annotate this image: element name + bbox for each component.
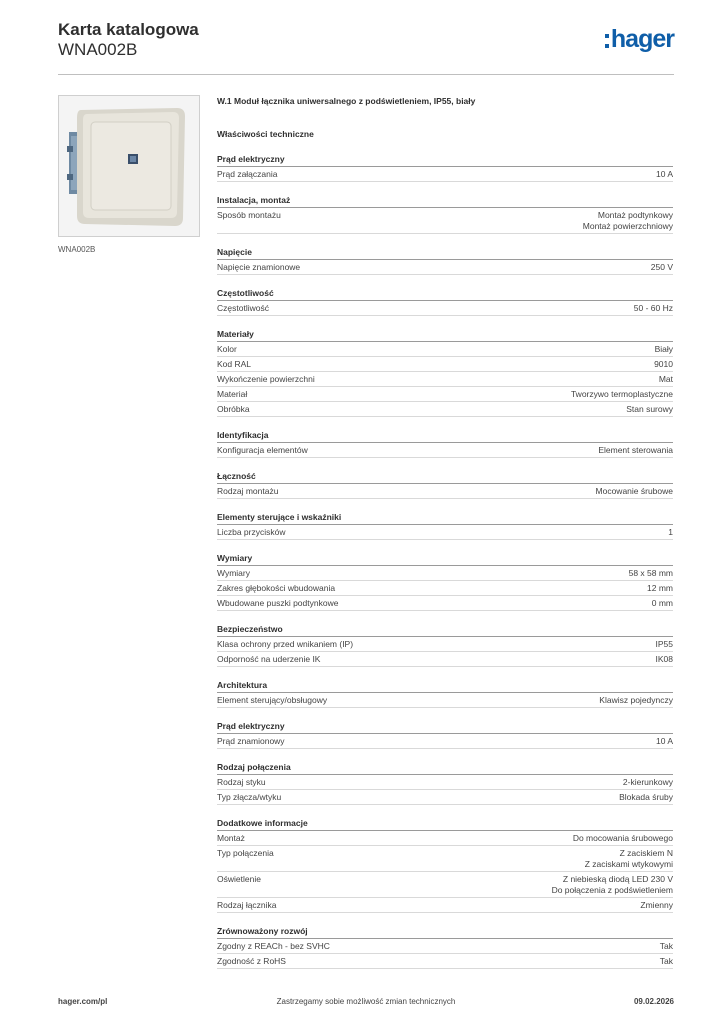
spec-value-line: Tak (659, 956, 673, 966)
spec-label: Odporność na uderzenie IK (217, 654, 321, 664)
spec-value-line: Mat (658, 374, 673, 384)
section-title: Instalacja, montaż (217, 195, 673, 208)
spec-row (217, 372, 673, 387)
spec-value-line: Do połączenia z podświetleniem (551, 885, 673, 895)
spec-value (656, 169, 673, 180)
spec-row (217, 872, 673, 898)
section-title: Dodatkowe informacje (217, 818, 673, 831)
spec-value-line: Montaż podtynkowy (597, 210, 673, 220)
spec-row (217, 402, 673, 417)
spec-section (217, 624, 673, 667)
image-caption: WNA002B (58, 245, 96, 254)
spec-value (660, 956, 673, 967)
spec-value (596, 486, 673, 497)
spec-row (217, 790, 673, 805)
spec-value-line: 50 - 60 Hz (633, 303, 673, 313)
spec-value-line: 58 x 58 mm (628, 568, 673, 578)
section-title: Prąd elektryczny (217, 721, 673, 734)
spec-value (573, 833, 673, 844)
spec-label: Prąd załączania (217, 169, 278, 179)
spec-section (217, 195, 673, 234)
spec-row (217, 596, 673, 611)
spec-value (660, 941, 673, 952)
hager-logo (605, 26, 674, 52)
spec-value-line: Tworzywo termoplastyczne (570, 389, 673, 399)
spec-section (217, 818, 673, 913)
spec-row (217, 939, 673, 954)
spec-label: Typ złącza/wtyku (217, 792, 282, 802)
section-title: Materiały (217, 329, 673, 342)
spec-value (619, 792, 673, 803)
spec-row (217, 775, 673, 790)
section-title: Zrównoważony rozwój (217, 926, 673, 939)
spec-value (659, 374, 673, 385)
spec-label: Oświetlenie (217, 874, 261, 884)
spec-row (217, 581, 673, 596)
spec-value (585, 848, 673, 870)
spec-row (217, 652, 673, 667)
spec-row (217, 260, 673, 275)
section-title: Elementy sterujące i wskaźniki (217, 512, 673, 525)
spec-label: Wymiary (217, 568, 250, 578)
section-title: Łączność (217, 471, 673, 484)
spec-label: Kolor (217, 344, 237, 354)
spec-label: Konfiguracja elementów (217, 445, 308, 455)
spec-value-line: Z niebieską diodą LED 230 V (562, 874, 673, 884)
spec-label: Zgodność z RoHS (217, 956, 286, 966)
spec-label: Zgodny z REACh - bez SVHC (217, 941, 330, 951)
spec-section (217, 926, 673, 969)
spec-value-line: Do mocowania śrubowego (572, 833, 673, 843)
spec-value-line: Biały (654, 344, 673, 354)
spec-value (626, 404, 673, 415)
spec-value-line: Z zaciskami wtykowymi (584, 859, 673, 869)
spec-value-line: Element sterowania (598, 445, 673, 455)
spec-section (217, 154, 673, 182)
spec-row (217, 357, 673, 372)
spec-sections (217, 154, 673, 969)
logo-dots-icon (605, 34, 609, 48)
spec-value (640, 900, 673, 911)
product-title: W.1 Moduł łącznika uniwersalnego z podświetleniem, IP55, biały (217, 96, 476, 106)
section-title: Identyfikacja (217, 430, 673, 443)
spec-value-line: Zmienny (640, 900, 673, 910)
product-code: WNA002B (58, 40, 138, 59)
spec-section (217, 430, 673, 458)
spec-row (217, 167, 673, 182)
spec-row (217, 484, 673, 499)
spec-value (652, 598, 673, 609)
spec-label: Rodzaj styku (217, 777, 266, 787)
spec-row (217, 387, 673, 402)
spec-label: Kod RAL (217, 359, 252, 369)
section-title: Napięcie (217, 247, 673, 260)
spec-value-line: Blokada śruby (619, 792, 673, 802)
spec-section (217, 680, 673, 708)
spec-value (623, 777, 673, 788)
section-title: Rodzaj połączenia (217, 762, 673, 775)
section-title: Częstotliwość (217, 288, 673, 301)
footer-date: 09.02.2026 (633, 997, 674, 1006)
spec-label: Rodzaj łącznika (217, 900, 277, 910)
spec-row (217, 566, 673, 581)
spec-value-line: 1 (668, 527, 673, 537)
spec-value (656, 736, 673, 747)
spec-value-line: 10 A (655, 736, 673, 746)
spec-value-line: Mocowanie śrubowe (595, 486, 673, 496)
spec-label: Zakres głębokości wbudowania (217, 583, 336, 593)
spec-label: Materiał (217, 389, 248, 399)
spec-label: Prąd znamionowy (217, 736, 285, 746)
spec-row (217, 301, 673, 316)
spec-value-line: Stan surowy (626, 404, 673, 414)
spec-label: Element sterujący/obsługowy (217, 695, 328, 705)
spec-value (634, 303, 673, 314)
spec-value-line: Z zaciskiem N (619, 848, 673, 858)
spec-section (217, 721, 673, 749)
spec-row (217, 846, 673, 872)
spec-value-line: IP55 (655, 639, 673, 649)
spec-section (217, 762, 673, 805)
spec-value (656, 639, 674, 650)
spec-label: Liczba przycisków (217, 527, 286, 537)
switch-module-icon (59, 96, 199, 236)
properties-heading: Właściwości techniczne (217, 129, 314, 139)
spec-value (654, 359, 673, 370)
spec-section (217, 512, 673, 540)
spec-row (217, 443, 673, 458)
spec-value (655, 344, 673, 355)
spec-value-line: 250 V (650, 262, 673, 272)
spec-value-line: Montaż powierzchniowy (582, 221, 673, 231)
spec-value-line: 0 mm (651, 598, 673, 608)
spec-content (217, 96, 673, 969)
spec-value (598, 445, 673, 456)
spec-value (629, 568, 673, 579)
document-title: Karta katalogowa (58, 20, 199, 39)
spec-label: Obróbka (217, 404, 250, 414)
spec-label: Montaż (217, 833, 245, 843)
spec-label: Częstotliwość (217, 303, 269, 313)
spec-label: Wykończenie powierzchni (217, 374, 315, 384)
spec-row (217, 734, 673, 749)
spec-value (668, 527, 673, 538)
spec-label: Sposób montażu (217, 210, 281, 220)
spec-value-line: 10 A (655, 169, 673, 179)
section-title: Wymiary (217, 553, 673, 566)
spec-value (552, 874, 673, 896)
spec-row (217, 831, 673, 846)
spec-value (651, 262, 673, 273)
spec-row (217, 954, 673, 969)
spec-row (217, 208, 673, 234)
header-divider (58, 74, 674, 75)
spec-row (217, 342, 673, 357)
spec-label: Wbudowane puszki podtynkowe (217, 598, 339, 608)
spec-section (217, 247, 673, 275)
spec-label: Napięcie znamionowe (217, 262, 301, 272)
spec-value-line: IK08 (655, 654, 673, 664)
spec-value-line: 2-kierunkowy (622, 777, 673, 787)
product-image (58, 95, 200, 237)
spec-row (217, 693, 673, 708)
section-title: Bezpieczeństwo (217, 624, 673, 637)
spec-value (656, 654, 674, 665)
footer-website-link[interactable]: hager.com/pl (58, 997, 108, 1006)
spec-value (571, 389, 673, 400)
spec-section (217, 288, 673, 316)
logo-text: hager (610, 25, 674, 53)
spec-row (217, 898, 673, 913)
footer-disclaimer: Zastrzegamy sobie możliwość zmian technicznych (276, 997, 456, 1006)
spec-value (647, 583, 673, 594)
spec-value (599, 695, 673, 706)
spec-section (217, 471, 673, 499)
section-title: Architektura (217, 680, 673, 693)
section-title: Prąd elektryczny (217, 154, 673, 167)
spec-section (217, 329, 673, 417)
spec-label: Klasa ochrony przed wnikaniem (IP) (217, 639, 354, 649)
spec-section (217, 553, 673, 611)
spec-value-line: 12 mm (647, 583, 673, 593)
spec-value (583, 210, 673, 232)
spec-row (217, 525, 673, 540)
spec-label: Typ połączenia (217, 848, 274, 858)
spec-label: Rodzaj montażu (217, 486, 279, 496)
page-header (58, 20, 674, 64)
spec-value-line: Klawisz pojedynczy (599, 695, 673, 705)
spec-value-line: Tak (659, 941, 673, 951)
spec-value-line: 9010 (654, 359, 673, 369)
spec-row (217, 637, 673, 652)
